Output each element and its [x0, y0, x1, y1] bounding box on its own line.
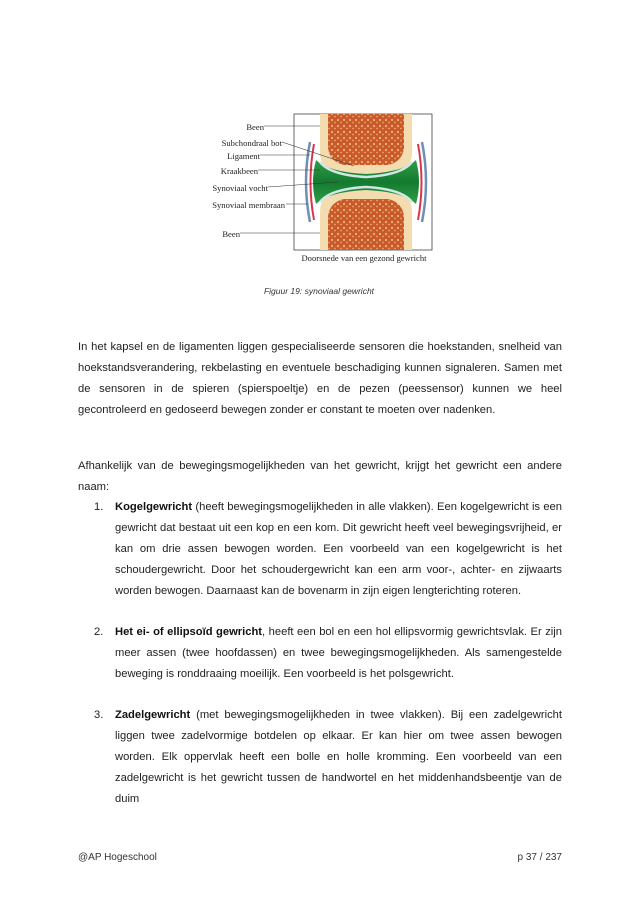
list-term: Kogelgewricht	[115, 501, 193, 513]
list-text: (met bewegingsmogelijkheden in twee vlakken). Bij een zadelgewricht liggen twee zadelvormige botdelen op elkaar. Er kan hier om twee assen bewogen worden. Elk oppervlak heeft een bolle en holle kromming. Een voorbeeld van een zadelgewricht is het gewricht tussen de handwortel en het middenhandsbeentje van de duim	[115, 709, 562, 805]
list-number: 1.	[94, 501, 104, 513]
list-number: 2.	[94, 626, 104, 638]
label-subchondraal-bot: Subchondraal bot	[221, 138, 282, 148]
list-term: Het ei- of ellipsoïd gewricht	[115, 626, 263, 638]
footer-organization: @AP Hogeschool	[78, 852, 157, 863]
label-been-bottom: Been	[222, 229, 240, 239]
image-caption: Doorsnede van een gezond gewricht	[301, 253, 427, 263]
label-been-top: Been	[246, 122, 264, 132]
joint-types-list	[78, 497, 562, 810]
figure-caption: Figuur 19: synoviaal gewricht	[263, 286, 375, 296]
lower-marrow	[328, 199, 404, 250]
list-term: Zadelgewricht	[115, 709, 191, 721]
joint-figure	[198, 112, 438, 264]
paragraph-intro-list: Afhankelijk van de bewegingsmogelijkheden van het gewricht, krijgt het gewricht een andere naam:	[78, 460, 562, 493]
list-text: , heeft een bol en een hol ellipsvormig gewrichtsvlak. Er zijn meer assen (twee hoofdassen) en twee bewegingsmogelijkheden. Als samengestelde beweging is ronddraaing moeilijk. Een voorbeeld is het polsgewricht.	[115, 626, 562, 680]
label-synoviaal-vocht: Synoviaal vocht	[212, 183, 268, 193]
list-text: (heeft bewegingsmogelijkheden in alle vlakken). Een kogelgewricht is een gewricht dat bestaat uit een kop en een kom. Dit gewricht heeft veel bewegingsvrijheid, er kan om drie assen bewogen worden. Een voorbeeld van een kogelgewricht is het schoudergewricht. Door het schoudergewricht kan een arm voor-, achter- en zijwaarts worden bewogen. Daarnaast kan de bovenarm in zijn eigen lengterichting roteren.	[115, 501, 562, 597]
list-item	[78, 497, 562, 602]
label-synoviaal-membraan: Synoviaal membraan	[212, 200, 285, 210]
list-item	[78, 622, 562, 685]
footer-page-number: p 37 / 237	[517, 852, 562, 863]
paragraph-sensors: In het kapsel en de ligamenten liggen gespecialiseerde sensoren die hoekstanden, snelheid van hoekstandsverandering, rekbelasting en eventuele beschadiging kunnen signaleren. Samen met de sensoren in de spieren (spierspoeltje) en de pezen (peessensor) kunnen we heel gecontroleerd en gedoseerd bewegen zonder er constant te moeten over nadenken.	[78, 341, 562, 416]
upper-marrow	[328, 114, 404, 165]
label-kraakbeen: Kraakbeen	[220, 166, 258, 176]
label-ligament: Ligament	[227, 151, 260, 161]
list-number: 3.	[94, 709, 104, 721]
list-item	[78, 705, 562, 810]
